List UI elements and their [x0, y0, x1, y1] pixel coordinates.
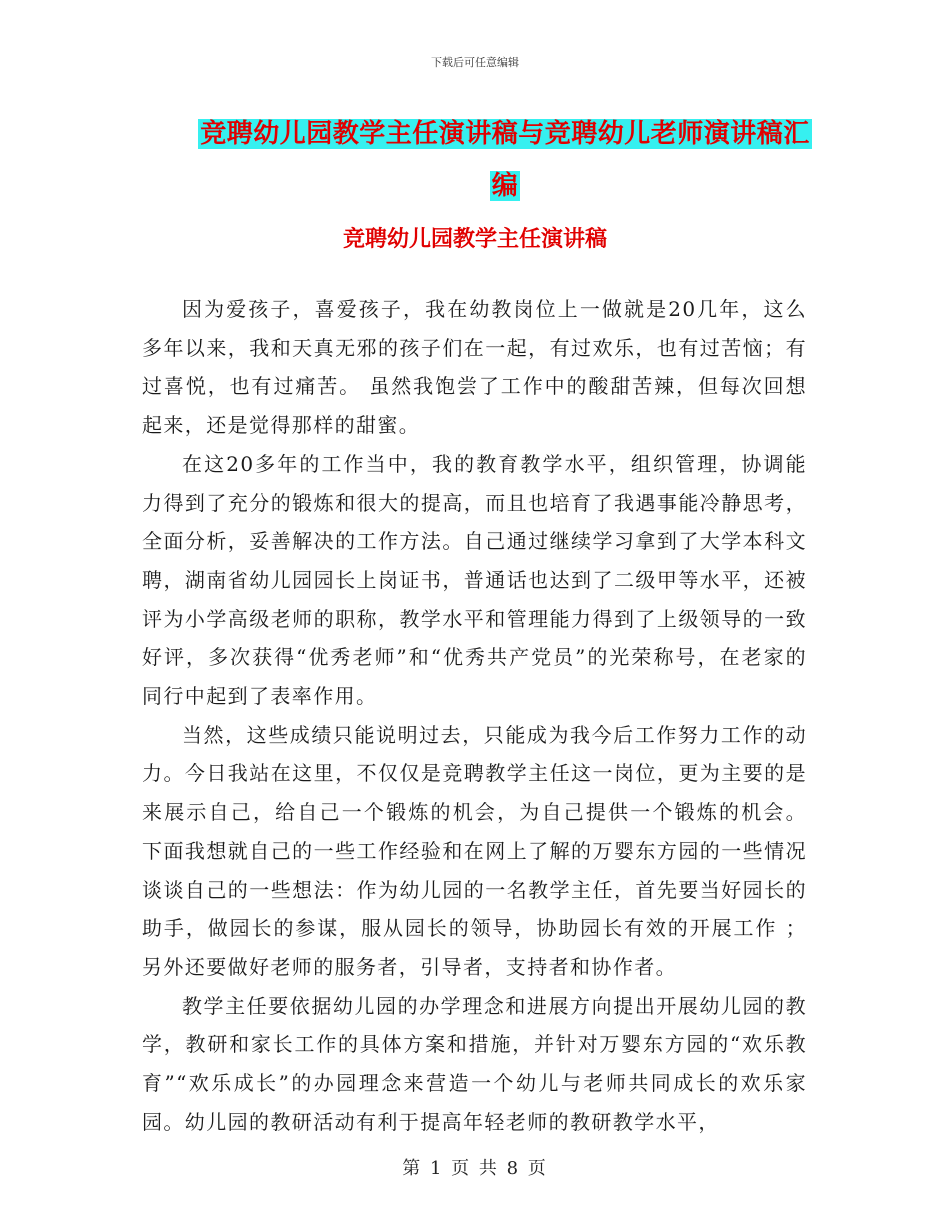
page-footer: 第 1 页 共 8 页 [402, 1158, 548, 1179]
title-line-1: 竞聘幼儿园教学主任演讲稿与竞聘幼儿老师演讲稿汇 [200, 119, 810, 149]
header-note: 下载后可任意编辑 [431, 56, 519, 69]
title-line-2: 编 [491, 171, 519, 201]
paragraph: 在这20多年的工作当中，我的教育教学水平，组织管理，协调能力得到了充分的锻炼和很大的提高，而且也培育了我遇事能冷静思考，全面分析，妥善解决的工作方法。自己通过继续学习拿到了大学本科文聘，湖南省幼儿园园长上岗证书，普通话也达到了二级甲等水平，还被评为小学高级老师的职称，教学水平和管理能力得到了上级领导的一致好评，多次获得“优秀老师”和“优秀共产党员”的光荣称号，在老家的同行中起到了表率作用。 [142, 451, 807, 709]
body-text [142, 290, 807, 1141]
paragraph: 当然，这些成绩只能说明过去，只能成为我今后工作努力工作的动力。今日我站在这里，不仅仅是竞聘教学主任这一岗位，更为主要的是来展示自己，给自己一个锻炼的机会，为自己提供一个锻炼的机会。 下面我想就自己的一些工作经验和在网上了解的万婴东方园的一些情况谈谈自己的一些想法：作为幼儿园的一名教学主任，首先要当好园长的助手，做园长的参谋，服从园长的领导，协助园长有效的开展工作 ；另外还要做好老师的服务者，引导者，支持者和协作者。 [142, 722, 807, 979]
section-title: 竞聘幼儿园教学主任演讲稿 [342, 226, 607, 252]
paragraph: 因为爱孩子，喜爱孩子，我在幼教岗位上一做就是20几年，这么多年以来，我和天真无邪的孩子们在一起，有过欢乐，也有过苦恼；有过喜悦，也有过痛苦。 虽然我饱尝了工作中的酸甜苦辣，但每次回想起来，还是觉得那样的甜蜜。 [142, 297, 807, 438]
document-title [195, 108, 815, 212]
paragraph: 教学主任要依据幼儿园的办学理念和进展方向提出开展幼儿园的教学，教研和家长工作的具体方案和措施，并针对万婴东方园的“欢乐教育”“欢乐成长”的办园理念来营造一个幼儿与老师共同成长的欢乐家园。幼儿园的教研活动有利于提高年轻老师的教研教学水平， [142, 993, 807, 1134]
